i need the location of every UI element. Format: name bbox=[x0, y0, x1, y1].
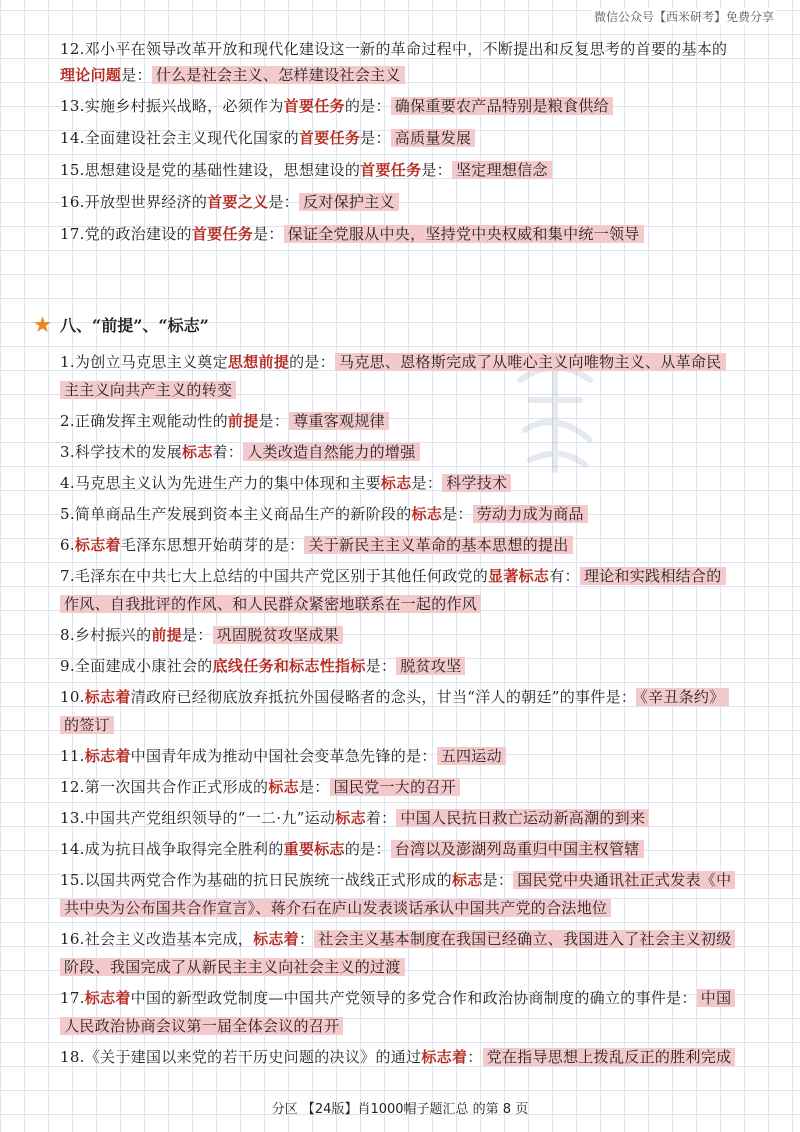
list-item bbox=[60, 500, 736, 528]
list-item bbox=[60, 124, 736, 152]
item-text: 3.科学技术的发展 bbox=[60, 443, 183, 461]
answer-highlight: 社会主义基本制度在我国已经确立、我国进入了社会主义初级阶段、我国完成了从新民主主义向社会主义的过渡 bbox=[60, 930, 735, 976]
item-text: 清政府已经彻底放弃抵抗外国侵略者的念头，甘当“洋人的朝廷”的事件是： bbox=[130, 688, 637, 706]
answer-highlight: 理论和实践相结合的作风、自我批评的作风、和人民群众紧密地联系在一起的作风 bbox=[60, 567, 726, 613]
item-text: 13.中国共产党组织领导的“一二·九”运动 bbox=[60, 809, 336, 827]
answer-highlight: 高质量发展 bbox=[391, 129, 476, 147]
answer-highlight: 科学技术 bbox=[442, 474, 511, 492]
item-text: 是： bbox=[360, 129, 391, 147]
item-text: 17. bbox=[60, 989, 85, 1007]
answer-highlight: 什么是社会主义、怎样建设社会主义 bbox=[152, 66, 405, 84]
item-text: 16.开放型世界经济的 bbox=[60, 193, 208, 211]
item-text: 是： bbox=[253, 225, 284, 243]
list-item bbox=[60, 866, 736, 922]
answer-highlight: 国民党中央通讯社正式发表《中共中央为公布国共合作宣言》、蒋介石在庐山发表谈话承认中国共产党的合法地位 bbox=[60, 871, 735, 917]
answer-highlight: 五四运动 bbox=[437, 747, 506, 765]
item-text: 的是： bbox=[289, 353, 336, 371]
item-text: ： bbox=[467, 1048, 483, 1066]
list-item bbox=[60, 1043, 736, 1071]
list-item bbox=[60, 92, 736, 120]
item-text: 2.正确发挥主观能动性的 bbox=[60, 412, 228, 430]
item-text: 有： bbox=[549, 567, 580, 585]
keyword: 标志着 bbox=[84, 688, 131, 706]
list-item bbox=[60, 407, 736, 435]
item-text: 6. bbox=[60, 536, 75, 554]
document-page bbox=[34, 36, 736, 1074]
keyword: 首要任务 bbox=[360, 161, 422, 179]
item-text: 是： bbox=[421, 161, 452, 179]
list-item bbox=[60, 188, 736, 216]
keyword: 标志着 bbox=[421, 1048, 468, 1066]
item-text: 12.邓小平在领导改革开放和现代化建设这一新的革命过程中，不断提出和反复思考的首要的基本的 bbox=[60, 40, 728, 58]
list-item bbox=[60, 621, 736, 649]
answer-highlight: 脱贫攻坚 bbox=[396, 657, 465, 675]
star-icon: ★ bbox=[34, 314, 52, 336]
item-text: 是： bbox=[298, 778, 330, 796]
item-text: 5.简单商品生产发展到资本主义商品生产的新阶段的 bbox=[60, 505, 412, 523]
item-text: 13.实施乡村振兴战略，必须作为 bbox=[60, 97, 284, 115]
item-text: 是： bbox=[365, 657, 397, 675]
list-item bbox=[60, 469, 736, 497]
keyword: 首要任务 bbox=[283, 97, 345, 115]
keyword: 前提 bbox=[151, 626, 183, 644]
keyword: 首要任务 bbox=[191, 225, 254, 243]
keyword: 标志 bbox=[380, 474, 412, 492]
keyword: 标志 bbox=[451, 871, 483, 889]
list-item bbox=[60, 438, 736, 466]
item-text: 着： bbox=[365, 809, 397, 827]
list-item bbox=[60, 348, 736, 404]
answer-highlight: 国民党一大的召开 bbox=[330, 778, 460, 796]
answer-highlight: 劳动力成为商品 bbox=[473, 505, 588, 523]
item-text: 的是： bbox=[344, 97, 391, 115]
keyword: 标志 bbox=[182, 443, 213, 461]
list-item bbox=[60, 742, 736, 770]
keyword: 重要标志 bbox=[283, 840, 345, 858]
answer-highlight: 确保重要农产品特别是粮食供给 bbox=[391, 97, 613, 115]
keyword: 标志 bbox=[335, 809, 366, 827]
item-text: 中国的新型政党制度—中国共产党领导的多党合作和政治协商制度的确立的事件是： bbox=[130, 989, 697, 1007]
item-text: 4.马克思主义认为先进生产力的集中体现和主要 bbox=[60, 474, 381, 492]
section-2 bbox=[60, 348, 736, 1071]
item-text: ： bbox=[298, 930, 315, 948]
keyword: 标志 bbox=[268, 778, 299, 796]
item-text: 中国青年成为推动中国社会变革急先锋的是： bbox=[130, 747, 437, 765]
answer-highlight: 保证全党服从中央，坚持党中央权威和集中统一领导 bbox=[284, 225, 644, 243]
section-1 bbox=[60, 36, 736, 248]
answer-highlight: 《辛丑条约》的签订 bbox=[60, 688, 729, 734]
item-text: 17.党的政治建设的 bbox=[60, 225, 192, 243]
item-text: 12.第一次国共合作正式形成的 bbox=[60, 778, 269, 796]
list-item bbox=[60, 562, 736, 618]
keyword: 标志着 bbox=[74, 536, 121, 554]
answer-highlight: 台湾以及澎湖列岛重归中国主权管辖 bbox=[391, 840, 644, 858]
item-text: 毛泽东思想开始萌芽的是： bbox=[120, 536, 305, 554]
list-item bbox=[60, 984, 736, 1040]
item-text: 11. bbox=[60, 747, 85, 765]
item-text: 是： bbox=[121, 66, 152, 84]
answer-highlight: 中国人民抗日救亡运动新高潮的到来 bbox=[396, 809, 649, 827]
page-footer: 分区 【24版】肖1000帽子题汇总 的第 8 页 bbox=[271, 1102, 529, 1117]
item-text: 是： bbox=[482, 871, 514, 889]
keyword: 理论问题 bbox=[60, 66, 122, 84]
item-text: 9.全面建成小康社会的 bbox=[60, 657, 213, 675]
item-text: 1.为创立马克思主义奠定 bbox=[60, 353, 228, 371]
item-text: 的是： bbox=[344, 840, 391, 858]
item-text: 14.成为抗日战争取得完全胜利的 bbox=[60, 840, 284, 858]
list-item bbox=[60, 156, 736, 184]
keyword: 首要之义 bbox=[207, 193, 269, 211]
section-heading bbox=[34, 312, 736, 340]
item-text: 18.《关于建国以来党的若干历史问题的决议》的通过 bbox=[60, 1048, 422, 1066]
keyword: 标志着 bbox=[84, 989, 131, 1007]
list-item bbox=[60, 531, 736, 559]
share-note: 微信公众号【西米研考】免费分享 bbox=[593, 10, 774, 24]
item-text: 15.思想建设是党的基础性建设，思想建设的 bbox=[60, 161, 361, 179]
list-item bbox=[60, 36, 736, 88]
keyword: 标志着 bbox=[84, 747, 131, 765]
list-item bbox=[60, 925, 736, 981]
answer-highlight: 反对保护主义 bbox=[299, 193, 399, 211]
answer-highlight: 党在指导思想上拨乱反正的胜利完成 bbox=[483, 1048, 736, 1066]
item-text: 16.社会主义改造基本完成， bbox=[60, 930, 254, 948]
answer-highlight: 中国人民政治协商会议第一届全体会议的召开 bbox=[60, 989, 735, 1035]
answer-highlight: 关于新民主主义革命的基本思想的提出 bbox=[304, 536, 572, 554]
section-title: 八、“前提”、“标志” bbox=[60, 316, 209, 335]
item-text: 是： bbox=[442, 505, 473, 523]
answer-highlight: 坚定理想信念 bbox=[452, 161, 552, 179]
item-text: 是： bbox=[411, 474, 443, 492]
answer-highlight: 巩固脱贫攻坚成果 bbox=[213, 626, 343, 644]
list-item bbox=[60, 835, 736, 863]
item-text: 14.全面建设社会主义现代化国家的 bbox=[60, 129, 299, 147]
keyword: 显著标志 bbox=[488, 567, 550, 585]
keyword: 思想前提 bbox=[227, 353, 290, 371]
keyword: 标志 bbox=[411, 505, 443, 523]
keyword: 标志着 bbox=[253, 930, 299, 948]
item-text: 8.乡村振兴的 bbox=[60, 626, 152, 644]
keyword: 前提 bbox=[227, 412, 259, 430]
keyword: 首要任务 bbox=[298, 129, 361, 147]
answer-highlight: 尊重客观规律 bbox=[289, 412, 389, 430]
item-text: 是： bbox=[258, 412, 290, 430]
item-text: 着： bbox=[212, 443, 244, 461]
list-item bbox=[60, 220, 736, 248]
item-text: 10. bbox=[60, 688, 85, 706]
item-text: 是： bbox=[268, 193, 299, 211]
list-item bbox=[60, 804, 736, 832]
list-item bbox=[60, 652, 736, 680]
answer-highlight: 人类改造自然能力的增强 bbox=[243, 443, 419, 461]
answer-highlight: 马克思、恩格斯完成了从唯心主义向唯物主义、从革命民主主义向共产主义的转变 bbox=[60, 353, 726, 399]
item-text: 7.毛泽东在中共七大上总结的中国共产党区别于其他任何政党的 bbox=[60, 567, 489, 585]
list-item bbox=[60, 773, 736, 801]
list-item bbox=[60, 683, 736, 739]
keyword: 底线任务和标志性指标 bbox=[212, 657, 366, 675]
item-text: 是： bbox=[182, 626, 213, 644]
item-text: 15.以国共两党合作为基础的抗日民族统一战线正式形成的 bbox=[60, 871, 452, 889]
